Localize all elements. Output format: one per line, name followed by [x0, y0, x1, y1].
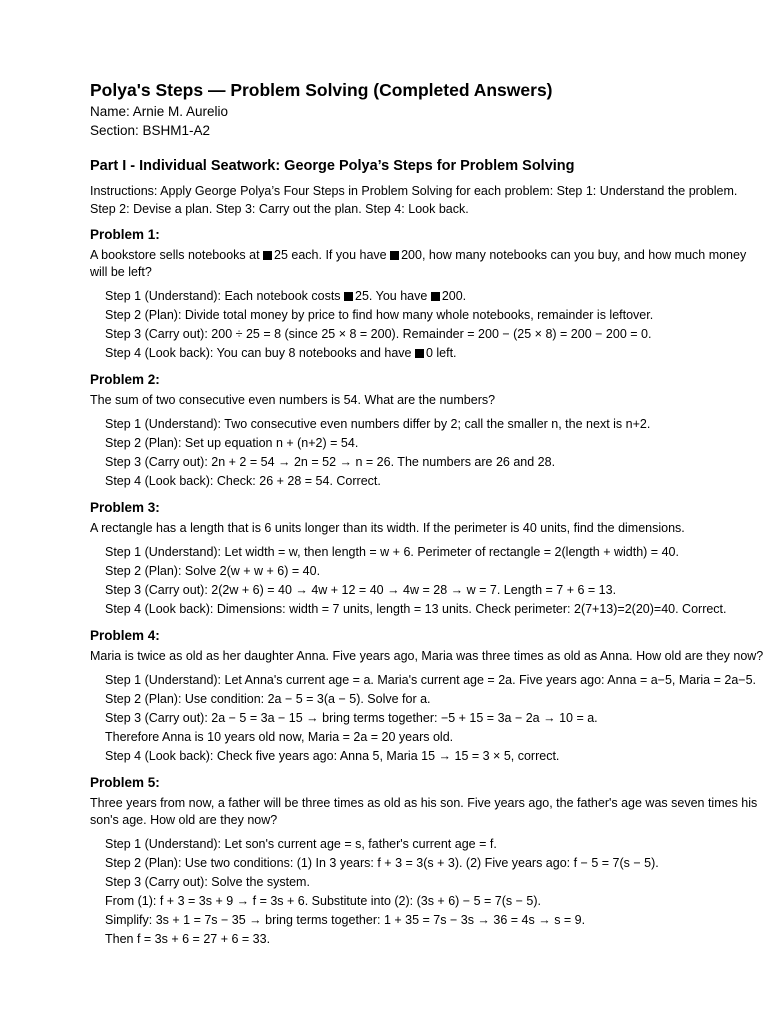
solution-step: Therefore Anna is 10 years old now, Maria = 2a = 20 years old. [105, 730, 454, 744]
solution-step: Step 2 (Plan): Solve 2(w + w + 6) = 40. [105, 564, 321, 578]
solution-step: Step 2 (Plan): Use two conditions: (1) In 3 years: f + 3 = 3(s + 3). (2) Five years ago: f − 5 = 7(s − 5). [105, 856, 659, 870]
solution-step: Step 3 (Carry out): 2n + 2 = 54 → 2n = 52 → n = 26. The numbers are 26 and 28. [105, 455, 556, 469]
document-page [90, 78, 766, 949]
solution-steps [90, 835, 766, 949]
currency-icon [344, 292, 353, 301]
solution-step: Step 1 (Understand): Let Anna's current age = a. Maria's current age = 2a. Five years ago: Anna = a−5, Maria = 2a−5. [105, 673, 756, 687]
problem-statement: A rectangle has a length that is 6 units longer than its width. If the perimeter is 40 units, find the dimensions. [90, 521, 685, 535]
solution-step: Step 4 (Look back): Check five years ago: Anna 5, Maria 15 → 15 = 3 × 5, correct. [105, 749, 560, 763]
solution-step: Step 4 (Look back): Check: 26 + 28 = 54. Correct. [105, 474, 381, 488]
solution-step: Step 2 (Plan): Use condition: 2a − 5 = 3(a − 5). Solve for a. [105, 692, 431, 706]
problem-statement: A bookstore sells notebooks at 25 each. If you have 200, how many notebooks can you buy, and how much money will be left? [90, 248, 747, 279]
solution-step: Step 3 (Carry out): 2a − 5 = 3a − 15 → bring terms together: −5 + 15 = 3a − 2a → 10 = a. [105, 711, 598, 725]
problem-statement: The sum of two consecutive even numbers is 54. What are the numbers? [90, 393, 496, 407]
solution-step: Simplify: 3s + 1 = 7s − 35 → bring terms together: 1 + 35 = 7s − 3s → 36 = 4s → s = 9. [105, 913, 586, 927]
solution-step: Step 2 (Plan): Divide total money by price to find how many whole notebooks, remainder is leftover. [105, 308, 654, 322]
student-name: Name: Arnie M. Aurelio [90, 104, 229, 119]
problem-title: Problem 4: [90, 628, 160, 643]
currency-icon [390, 251, 399, 260]
solution-step: Step 3 (Carry out): 200 ÷ 25 = 8 (since 25 × 8 = 200). Remainder = 200 − (25 × 8) = 200 − 200 = 0. [105, 327, 652, 341]
part-heading: Part I - Individual Seatwork: George Polya’s Steps for Problem Solving [90, 158, 575, 174]
solution-step: Step 2 (Plan): Set up equation n + (n+2) = 54. [105, 436, 359, 450]
solution-step: Step 4 (Look back): Dimensions: width = 7 units, length = 13 units. Check perimeter: 2(7+13)=2(20)=40. Correct. [105, 602, 727, 616]
solution-steps [90, 287, 766, 363]
solution-step: Step 1 (Understand): Each notebook costs 25. You have 200. [105, 289, 467, 303]
problem-5 [90, 774, 766, 949]
document-title: Polya's Steps — Problem Solving (Completed Answers) [90, 80, 553, 100]
problem-title: Problem 1: [90, 227, 160, 242]
problem-title: Problem 3: [90, 500, 160, 515]
problem-3 [90, 499, 766, 619]
problem-title: Problem 2: [90, 372, 160, 387]
solution-step: Step 3 (Carry out): 2(2w + 6) = 40 → 4w + 12 = 40 → 4w = 28 → w = 7. Length = 7 + 6 = 13. [105, 583, 617, 597]
currency-icon [415, 349, 424, 358]
problem-statement: Maria is twice as old as her daughter Anna. Five years ago, Maria was three times as old as Anna. How old are they now? [90, 649, 764, 663]
problem-statement: Three years from now, a father will be three times as old as his son. Five years ago, the father's age was seven times his son's age. How old are they now? [90, 796, 758, 827]
solution-steps [90, 671, 766, 766]
solution-step: Then f = 3s + 6 = 27 + 6 = 33. [105, 932, 271, 946]
instructions: Instructions: Apply George Polya’s Four Steps in Problem Solving for each problem: Step 1: Understand the problem. Step 2: Devise a plan. Step 3: Carry out the plan. Step 4: Look back. [90, 184, 738, 216]
currency-icon [263, 251, 272, 260]
solution-step: Step 1 (Understand): Let son's current age = s, father's current age = f. [105, 837, 497, 851]
solution-step: From (1): f + 3 = 3s + 9 → f = 3s + 6. Substitute into (2): (3s + 6) − 5 = 7(s − 5). [105, 894, 541, 908]
problem-2 [90, 371, 766, 491]
problem-1 [90, 226, 766, 363]
solution-step: Step 1 (Understand): Two consecutive even numbers differ by 2; call the smaller n, the next is n+2. [105, 417, 651, 431]
student-section: Section: BSHM1-A2 [90, 123, 211, 138]
solution-step: Step 4 (Look back): You can buy 8 notebooks and have 0 left. [105, 346, 457, 360]
problem-list [90, 226, 766, 949]
solution-step: Step 3 (Carry out): Solve the system. [105, 875, 310, 889]
solution-steps [90, 543, 766, 619]
solution-step: Step 1 (Understand): Let width = w, then length = w + 6. Perimeter of rectangle = 2(length + width) = 40. [105, 545, 679, 559]
problem-title: Problem 5: [90, 775, 160, 790]
solution-steps [90, 415, 766, 491]
currency-icon [431, 292, 440, 301]
problem-4 [90, 627, 766, 766]
